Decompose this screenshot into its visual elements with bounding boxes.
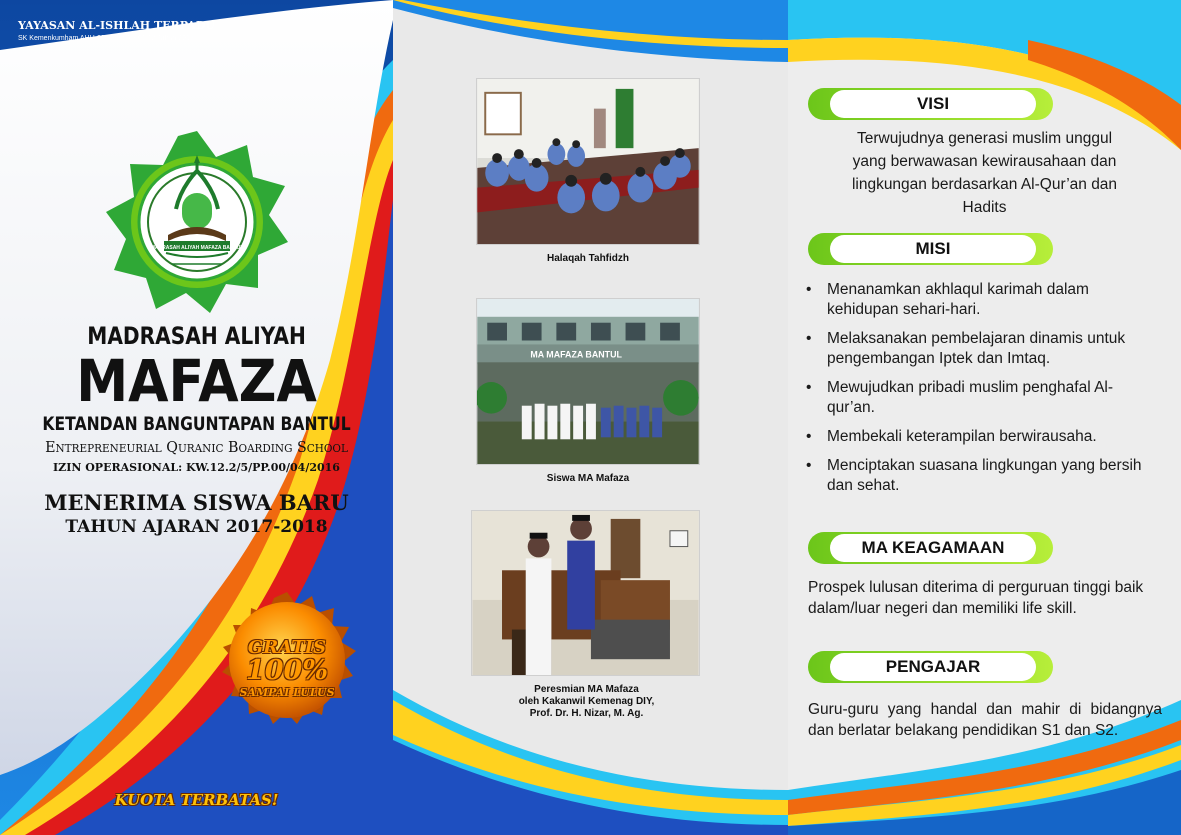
list-item — [806, 378, 1156, 418]
visi-heading — [808, 88, 1053, 120]
misi-item-text: Menciptakan suasana lingkungan yang bersih dan sehat. — [827, 457, 1142, 494]
caption-inauguration — [473, 684, 700, 720]
school-location: KETANDAN BANGUNTAPAN BANTUL — [42, 413, 351, 435]
photo-panel — [393, 0, 788, 835]
misi-heading — [808, 233, 1053, 265]
visi-line: lingkungan berdasarkan Al-Qur’an dan — [851, 176, 1118, 193]
pengajar-text: Guru-guru yang handal dan mahir di bidangnya dan berlatar belakang pendidikan S1 dan S2. — [808, 701, 1162, 739]
list-item — [806, 427, 1156, 447]
badge-line-percent: 100% — [245, 655, 328, 686]
list-item — [806, 329, 1156, 369]
logo-ribbon-text: MADRASAH ALIYAH MAFAZA BANTUL — [150, 245, 244, 251]
badge-line-until-graduation: SAMPAI LULUS — [239, 686, 335, 699]
foundation-name: YAYASAN AL-ISHLAH TERPADU — [18, 19, 215, 32]
caption-inauguration-line1: Peresmian MA Mafaza — [534, 684, 639, 695]
keagamaan-text: Prospek lulusan diterima di perguruan tinggi baik dalam/luar negeri dan memiliki life skill. — [808, 579, 1144, 617]
bullet-icon: • — [806, 457, 812, 474]
photo-students — [476, 298, 700, 465]
bullet-icon: • — [806, 379, 812, 396]
caption-halaqah: Halaqah Tahfidzh — [546, 253, 630, 264]
misi-list — [806, 280, 1156, 505]
keagamaan-title: MA KEAGAMAAN — [861, 538, 1005, 557]
visi-line: Terwujudnya generasi muslim unggul — [856, 130, 1113, 147]
misi-item-text: Melaksanakan pembelajaran dinamis untuk pengembangan Iptek dan Imtaq. — [827, 330, 1126, 367]
pengajar-title: PENGAJAR — [885, 657, 981, 676]
list-item — [806, 280, 1156, 320]
photo-inauguration — [471, 510, 700, 676]
caption-inauguration-line3: Prof. Dr. H. Nizar, M. Ag. — [529, 708, 644, 719]
misi-item-text: Membekali keterampilan berwirausaha. — [827, 428, 1097, 445]
photo-halaqah — [476, 78, 700, 245]
badge-line-gratis: GRATIS — [247, 637, 327, 658]
academic-year: TAHUN AJARAN 2017-2018 — [65, 517, 328, 537]
admission-headline: MENERIMA SISWA BARU — [44, 490, 349, 515]
misi-item-text: Mewujudkan pribadi muslim penghafal Al-qur’an. — [827, 379, 1114, 416]
visi-line: Hadits — [962, 199, 1007, 216]
bullet-icon: • — [806, 428, 812, 445]
misi-title: MISI — [915, 239, 951, 258]
school-name: MAFAZA — [76, 347, 317, 415]
keagamaan-heading — [808, 532, 1053, 564]
cover-panel — [0, 0, 393, 835]
visi-line: yang berwawasan kewirausahaan dan — [852, 153, 1117, 170]
list-item — [806, 456, 1156, 496]
misi-item-text: Menanamkan akhlaqul karimah dalam kehidupan sehari-hari. — [827, 281, 1089, 318]
caption-students: Siswa MA Mafaza — [546, 473, 630, 484]
school-logo — [106, 131, 288, 313]
visi-title: VISI — [916, 94, 950, 113]
bullet-icon: • — [806, 281, 812, 298]
foundation-registration: SK Kemenkumham AHU-0000688.AH.01.12 Tahun 2015 — [18, 35, 194, 42]
school-type: MADRASAH ALIYAH — [87, 322, 306, 350]
caption-inauguration-line2: oleh Kakanwil Kemenag DIY, — [518, 696, 655, 707]
operational-permit: IZIN OPERASIONAL: KW.12.2/5/PP.00/04/2016 — [53, 461, 340, 474]
limited-quota-text: KUOTA TERBATAS! — [114, 791, 279, 809]
visi-text — [808, 127, 1161, 219]
bullet-icon: • — [806, 330, 812, 347]
pengajar-heading — [808, 651, 1053, 683]
building-sign-text: MA MAFAZA BANTUL — [530, 349, 622, 360]
school-tagline: Entrepreneurial Quranic Boarding School — [45, 438, 348, 456]
